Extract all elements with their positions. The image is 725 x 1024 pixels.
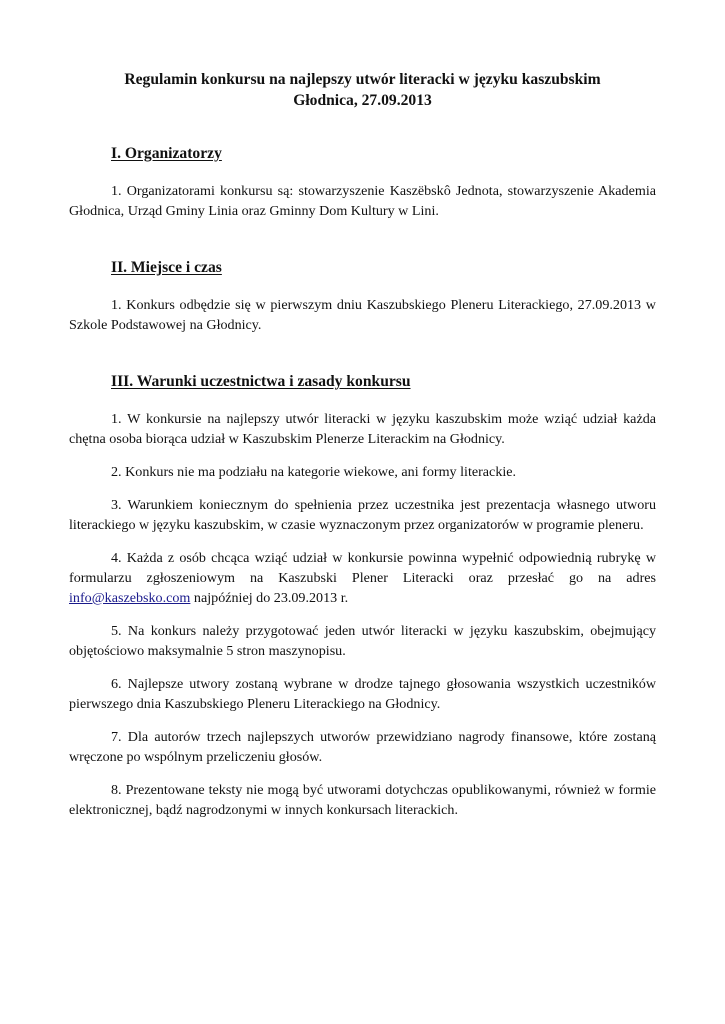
paragraph-with-email xyxy=(69,548,656,608)
paragraph: 3. Warunkiem koniecznym do spełnienia przez uczestnika jest prezentacja własnego utworu literackiego w języku kaszubskim, w czasie wyznaczonym przez organizatorów w programie pleneru. xyxy=(69,497,656,533)
section-heading xyxy=(69,144,656,164)
paragraph: 7. Dla autorów trzech najlepszych utworów przewidziano nagrody finansowe, które zostaną wręczone po wspólnym przeliczeniu głosów. xyxy=(69,729,656,765)
section-heading-text: I. Organizatorzy xyxy=(111,145,222,162)
paragraph: 8. Prezentowane teksty nie mogą być utworami dotychczas opublikowanymi, również w formie elektronicznej, bądź nagrodzonymi w innych konkursach literackich. xyxy=(69,782,656,818)
paragraph: 1. Organizatorami konkursu są: stowarzyszenie Kaszëbskô Jednota, stowarzyszenie Akademia Głodnica, Urząd Gminy Linia oraz Gminny Dom Kultury w Lini. xyxy=(69,183,656,219)
section-heading xyxy=(69,372,656,392)
section-conditions xyxy=(69,372,656,820)
paragraph-text: najpóźniej do 23.09.2013 r. xyxy=(190,590,349,606)
title-line-1: Regulamin konkursu na najlepszy utwór literacki w języku kaszubskim xyxy=(124,71,601,88)
paragraph: 2. Konkurs nie ma podziału na kategorie wiekowe, ani formy literackie. xyxy=(111,464,517,480)
section-place-time xyxy=(69,258,656,335)
paragraph-text: 4. Każda z osób chcąca wziąć udział w konkursie powinna wypełnić odpowiednią rubrykę w formularzu zgłoszeniowym na Kaszubski Plener Literacki oraz przesłać go na adres xyxy=(69,550,656,586)
section-heading-text: III. Warunki uczestnictwa i zasady konkursu xyxy=(111,373,411,390)
paragraph: 6. Najlepsze utwory zostaną wybrane w drodze tajnego głosowania wszystkich uczestników pierwszego dnia Kaszubskiego Pleneru Literackiego na Głodnicy. xyxy=(69,676,656,712)
email-link[interactable]: info@kaszebsko.com xyxy=(69,590,191,606)
paragraph: 1. W konkursie na najlepszy utwór literacki w języku kaszubskim może wziąć udział każda chętna osoba biorąca udział w Kaszubskim Plenerze Literackim na Głodnicy. xyxy=(69,411,656,447)
document-title xyxy=(69,69,656,111)
title-line-2: Głodnica, 27.09.2013 xyxy=(293,92,432,109)
section-heading-text: II. Miejsce i czas xyxy=(111,259,222,276)
section-organizers xyxy=(69,144,656,221)
paragraph: 5. Na konkurs należy przygotować jeden utwór literacki w języku kaszubskim, obejmujący objętościowo maksymalnie 5 stron maszynopisu. xyxy=(69,623,656,659)
section-heading xyxy=(69,258,656,278)
paragraph: 1. Konkurs odbędzie się w pierwszym dniu Kaszubskiego Pleneru Literackiego, 27.09.2013 w Szkole Podstawowej na Głodnicy. xyxy=(69,297,656,333)
